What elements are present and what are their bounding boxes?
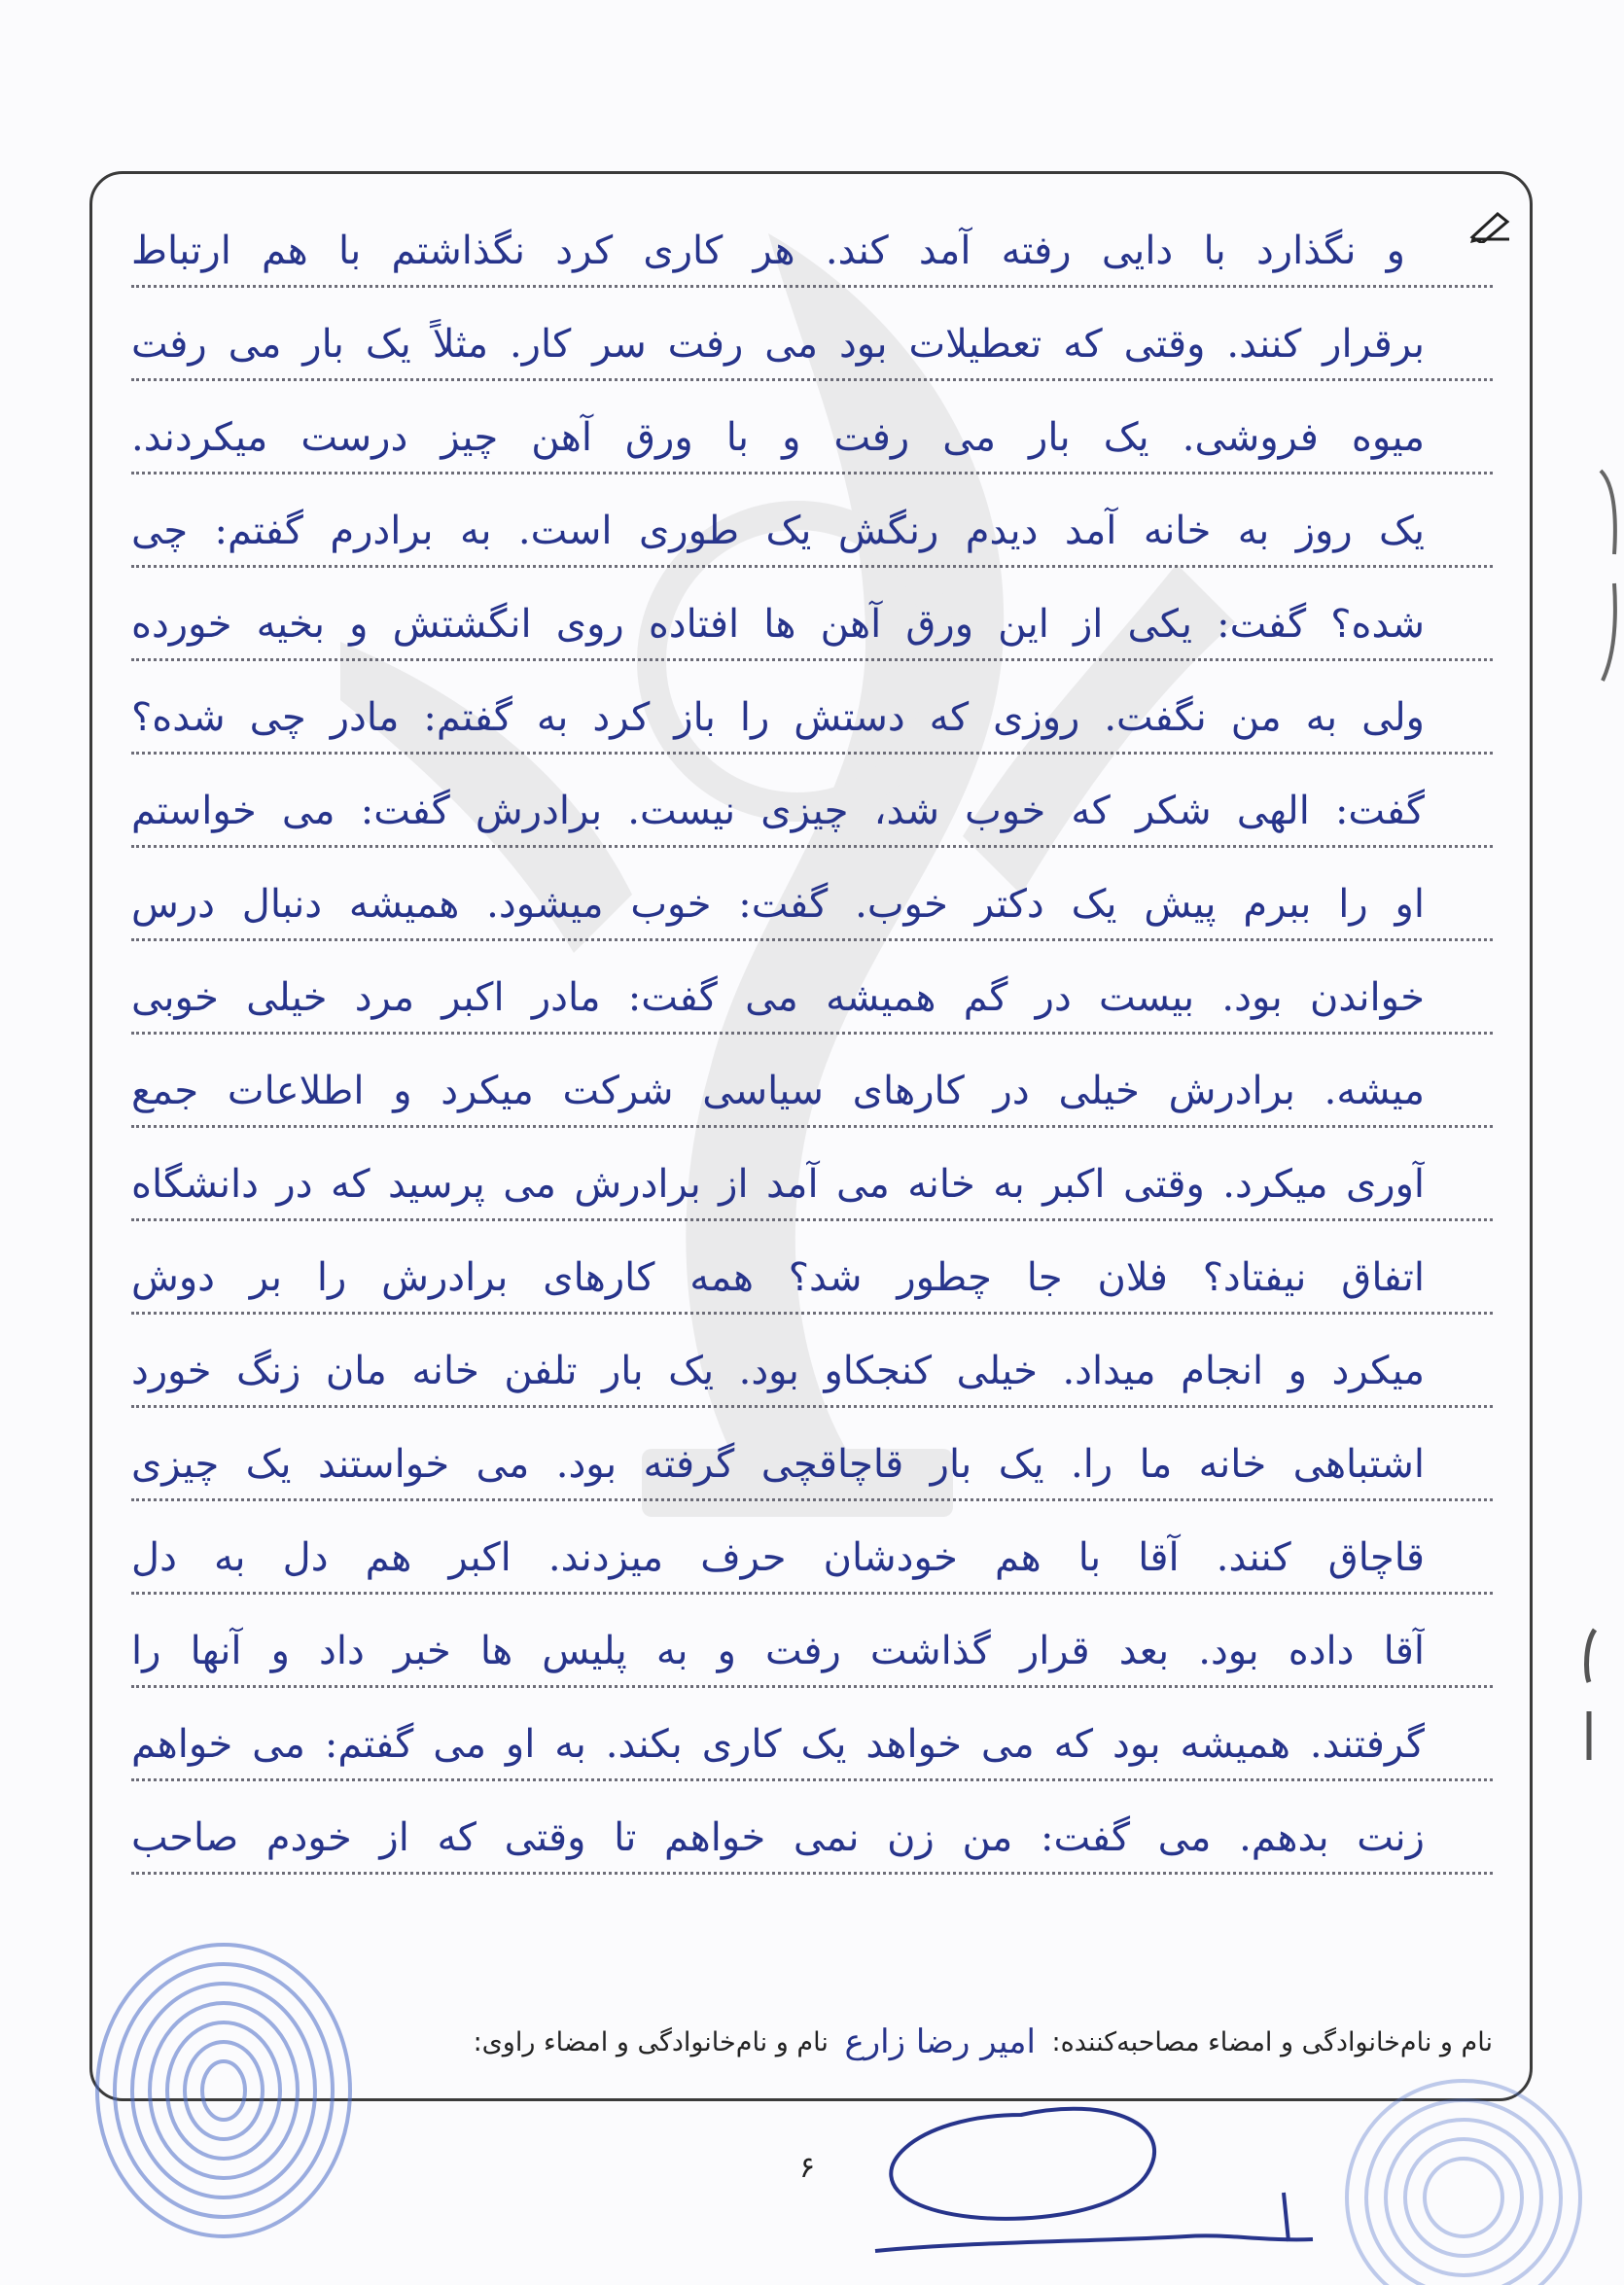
line-text: شده؟ گفت: یکی از این ورق آهن ها افتاده روی انگشتش و بخیه خورده <box>131 602 1425 647</box>
text-line <box>131 1035 1493 1128</box>
line-text: برقرار کنند. وقتی که تعطیلات بود می رفت سر کار. مثلاً یک بار می رفت <box>131 322 1425 367</box>
line-text: گفت: الهی شکر که خوب شد، چیزی نیست. برادرش گفت: می خواستم <box>131 789 1425 833</box>
line-text: آوری میکرد. وقتی اکبر به خانه می آمد از برادرش می پرسید که در دانشگاه <box>131 1162 1425 1207</box>
line-text: خواندن بود. بیست در گم همیشه می گفت: مادر اکبر مرد خیلی خوبی <box>131 975 1425 1020</box>
text-line <box>131 941 1493 1035</box>
text-line <box>131 568 1493 661</box>
text-line <box>131 1688 1493 1781</box>
text-line <box>131 1128 1493 1221</box>
staple-icon <box>1575 1624 1605 1770</box>
page-number: ۶ <box>798 2151 816 2185</box>
line-text: او را ببرم پیش یک دکتر خوب. گفت: خوب میشود. همیشه دنبال درس <box>131 882 1425 927</box>
fingerprint-icon <box>1332 2061 1595 2285</box>
text-line <box>131 755 1493 848</box>
text-line <box>131 381 1493 475</box>
interviewer-signature: امیر رضا زارع <box>844 2022 1036 2061</box>
line-text: زنت بدهم. می گفت: من زن نمی خواهم تا وقتی که از خودم صاحب <box>131 1815 1425 1860</box>
text-line <box>131 848 1493 941</box>
text-line <box>131 1781 1493 1875</box>
text-line <box>131 1408 1493 1501</box>
text-line <box>131 1501 1493 1595</box>
text-line <box>131 1315 1493 1408</box>
line-text: اشتباهی خانه ما را. یک بار قاچاقچی گرفته بود. می خواستند یک چیزی <box>131 1442 1425 1487</box>
narrator-label: نام و نام‌خانوادگی و امضاء راوی: <box>473 2026 829 2057</box>
line-text: اتفاق نیفتاد؟ فلان جا چطور شد؟ همه کارهای برادرش را بر دوش <box>131 1255 1425 1300</box>
line-text: میکرد و انجام میداد. خیلی کنجکاو بود. یک بار تلفن خانه مان زنگ خورد <box>131 1349 1425 1393</box>
text-line <box>131 1221 1493 1315</box>
text-line <box>131 288 1493 381</box>
text-line <box>131 194 1493 288</box>
line-text: آقا داده بود. بعد قرار گذاشت رفت و به پلیس ها خبر داد و آنها را <box>131 1629 1425 1673</box>
line-text: قاچاق کنند. آقا با هم خودشان حرف میزدند. اکبر هم دل به دل <box>131 1535 1425 1580</box>
text-line <box>131 661 1493 755</box>
line-text: ولی به من نگفت. روزی که دستش را باز کرد به گفتم: مادر چی شده؟ <box>131 695 1425 740</box>
interviewer-label: نام و نام‌خانوادگی و امضاء مصاحبه‌کننده: <box>1051 2026 1493 2057</box>
staple-icon <box>1595 467 1622 690</box>
fingerprint-icon <box>78 1930 370 2251</box>
signature-mark <box>856 2095 1361 2280</box>
line-text: گرفتند. همیشه بود که می خواهد یک کاری بکند. به او می گفتم: می خواهم <box>131 1722 1425 1767</box>
line-text: و نگذارد با دایی رفته آمد کند. هر کاری کرد نگذاشتم با هم ارتباط <box>131 228 1405 273</box>
text-line <box>131 475 1493 568</box>
line-text: میشه. برادرش خیلی در کارهای سیاسی شرکت میکرد و اطلاعات جمع <box>131 1069 1425 1113</box>
text-line <box>131 1595 1493 1688</box>
line-text: میوه فروشی. یک بار می رفت و با ورق آهن چیز درست میکردند. <box>131 415 1425 460</box>
line-text: یک روز به خانه آمد دیدم رنگش یک طوری است. به برادرم گفتم: چی <box>131 509 1425 553</box>
